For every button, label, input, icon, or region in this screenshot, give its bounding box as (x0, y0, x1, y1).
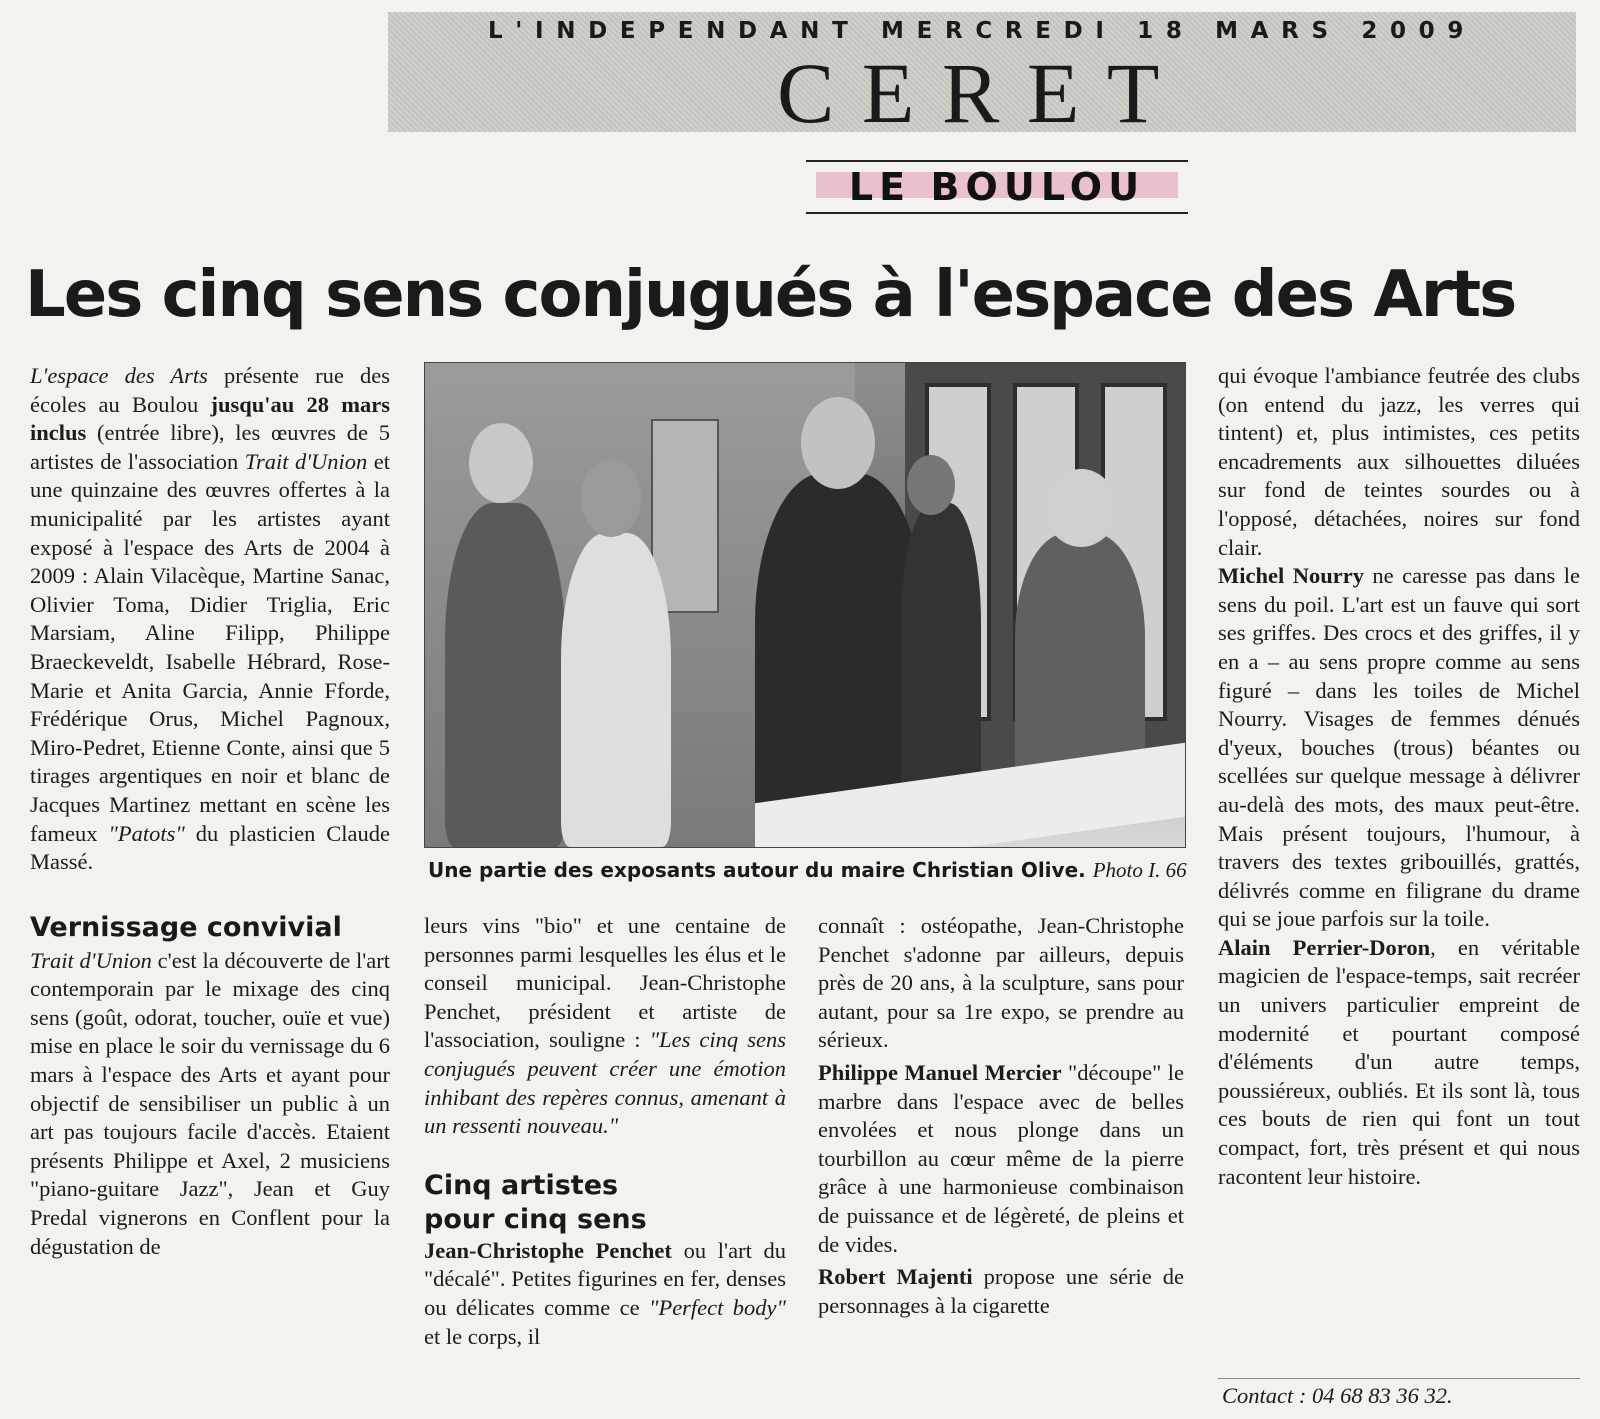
caption-text: Une partie des exposants autour du maire Christian Olive. (428, 858, 1086, 882)
text-run: et une quinzaine des œuvres offertes à la municipalité par les artistes ayant exposé à l'espace des Arts de 2004 à 2009 : Alain Vilacèque, Martine Sanac, Olivier Toma, Didier Triglia, Eric Marsiam, Aline Filipp, Philippe Braeckeveldt, Isabelle Hébrard, Rose-Marie et Anita Garcia, Annie Fforde, Frédérique Orus, Michel Pagnoux, Miro-Pedret, Etienne Conte, ainsi que 5 tirages argentiques en noir et blanc de Jacques Martinez mettant en scène les fameux (30, 448, 391, 846)
bold-run: jusqu'au 28 mars inclus (30, 391, 390, 446)
newspaper-date-line: L'INDEPENDANT MERCREDI 18 MARS 2009 (488, 18, 1476, 44)
paragraph (1218, 934, 1580, 1191)
text-run: "découpe" le marbre dans l'espace avec de belles envolées et nous plonge dans un tourbillon au cœur même de la pierre grâce à une harmonieuse combinaison de puissance et de légèreté, de pleins et de vides. (818, 1059, 1184, 1257)
italic-run: Trait d'Union (30, 947, 152, 973)
text-run: ou l'art du "décalé". Petites figurines en fer, denses ou délicates comme ce (424, 1237, 786, 1320)
article-column-4 (1218, 362, 1580, 1191)
article-column-2 (424, 912, 786, 1351)
subheading: Vernissage convivial (30, 911, 342, 943)
subheading-line: pour cinq sens (424, 1203, 647, 1235)
paragraph (1218, 562, 1580, 934)
italic-run: "Patots" (108, 820, 185, 846)
paragraph (818, 912, 1184, 1055)
text-run: ne caresse pas dans le sens du poil. L'art est un fauve qui sort ses griffes. Des crocs et des griffes, il y en a – au sens propre comme au sens figuré – dans les toiles de Michel Nourry. Visages de femmes dénués d'yeux, bouches (trous) béantes ou scellées sur quelque message à délivrer au-delà des mots, des maux peut-être. Mais présent toujours, l'humour, à travers des textes gribouillés, grattés, délivrés comme en filigrane du drame qui se joue parfois sur la toile. (1218, 563, 1580, 932)
photo-credit: Photo I. 66 (1092, 858, 1187, 882)
bold-run: Alain Perrier-Doron (1218, 934, 1431, 960)
photo-caption (428, 858, 1188, 883)
paragraph (424, 1237, 786, 1351)
locality-banner (806, 160, 1188, 214)
text-run: et le corps, il (424, 1323, 541, 1349)
text-run: qui évoque l'ambiance feutrée des clubs (on entend du jazz, les verres qui tintent) et, plus intimistes, ces petits encadrements aux silhouettes diluées sur fond de teintes sourdes ou à l'opposé, détachées, noires sur fond clair. (1218, 363, 1580, 560)
italic-run: L'espace des Arts (30, 363, 208, 388)
bold-run: Philippe Manuel Mercier (818, 1059, 1062, 1085)
paragraph (1218, 362, 1580, 562)
city-section-title: CERET (777, 45, 1187, 141)
text-run: propose une série de personnages à la cigarette (818, 1264, 1185, 1318)
text-run: présente rue des écoles au Boulou (30, 363, 390, 417)
masthead (388, 12, 1576, 141)
text-run: connaît : ostéopathe, Jean-Christophe Penchet s'adonne par ailleurs, depuis près de 20 ans, à la sculpture, sans pour autant, pour sa 1re expo, se prendre au sérieux. (818, 913, 1184, 1053)
article-photo (424, 362, 1186, 848)
article-column-3 (818, 912, 1184, 1320)
bold-run: Robert Majenti (818, 1264, 973, 1290)
article-headline: Les cinq sens conjugués à l'espace des Arts (25, 258, 1516, 332)
paragraph (30, 947, 390, 1262)
bold-run: Jean-Christophe Penchet (424, 1237, 672, 1263)
paragraph (424, 912, 786, 1141)
italic-run: "Les cinq sens conjugués peuvent créer une émotion inhibant des repères connus, amenant à un ressenti nouveau." (424, 1027, 786, 1139)
bold-run: Michel Nourry (1218, 563, 1364, 589)
paragraph (818, 1263, 1184, 1320)
paragraph (818, 1059, 1184, 1259)
locality-title: LE BOULOU (848, 165, 1146, 209)
article-column-1 (30, 362, 390, 1261)
italic-run: "Perfect body" (649, 1294, 786, 1320)
text-run: c'est la découverte de l'art contemporain par le mixage des cinq sens (goût, odorat, toucher, ouïe et vue) mise en place le soir du vernissage du 6 mars à l'espace des Arts et ayant pour objectif de sensibiliser un public à un art pas toujours facile d'accès. Etaient présents Philippe et Axel, 2 musiciens "piano-guitare Jazz", Jean et Guy Predal vignerons en Conflent pour la dégustation de (30, 947, 390, 1259)
subheading (424, 1169, 786, 1237)
text-run: (entrée libre), les œuvres de 5 artistes de l'association (30, 420, 390, 474)
contact-line: Contact : 04 68 83 36 32. (1222, 1383, 1453, 1408)
text-run: du plasticien Claude Massé. (30, 820, 391, 875)
subheading-line: Cinq artistes (424, 1169, 619, 1201)
text-run: leurs vins "bio" et une centaine de personnes parmi lesquelles les élus et le conseil municipal. Jean-Christophe Penchet, président et artiste de l'association, souligne : (424, 913, 786, 1053)
paragraph (30, 362, 390, 877)
italic-run: Trait d'Union (244, 448, 368, 474)
text-run: , en véritable magicien de l'espace-temps, sait recréer un univers particulier empreint de modernité et pourtant composé d'éléments d'un autre temps, poussiéreux, oubliés. Et ils sont là, tous ces bouts de rien qui font un tout compact, fort, très présent et qui nous racontent leur histoire. (1218, 934, 1580, 1189)
contact-rule (1218, 1378, 1580, 1379)
